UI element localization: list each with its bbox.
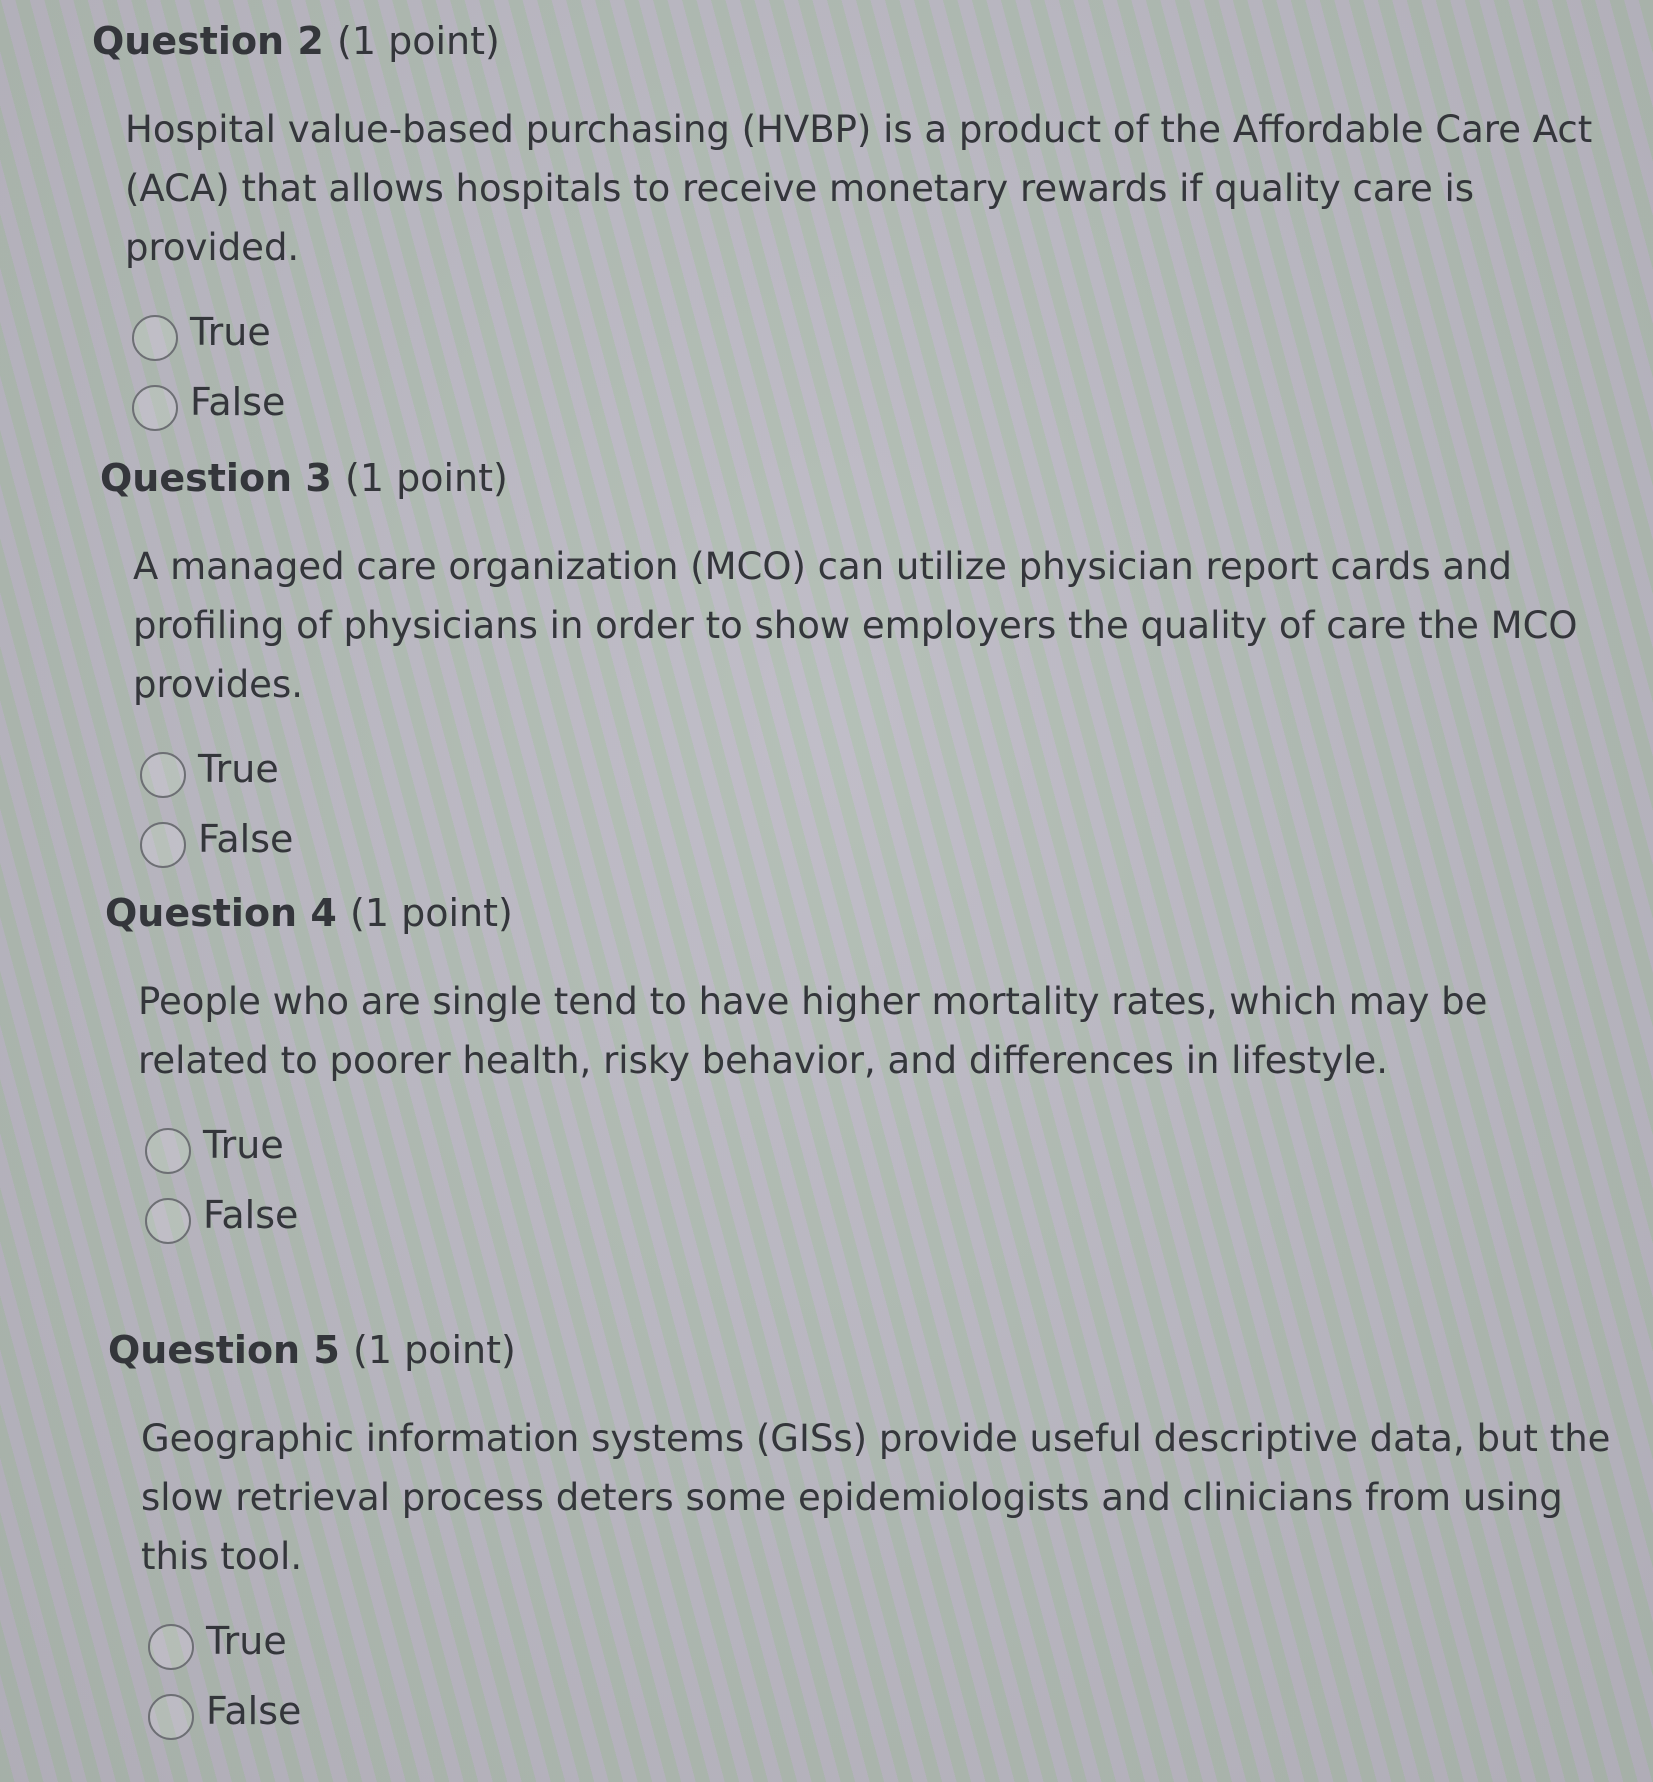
question-label: Question 3 [100,456,332,500]
option-false[interactable] [140,818,1620,872]
question-label: Question 2 [92,19,324,63]
option-true[interactable] [148,1620,1628,1674]
question-points: (1 point) [345,456,508,500]
answer-options [140,748,1620,872]
option-false[interactable] [132,381,1612,435]
question-label: Question 5 [108,1328,340,1372]
question-4 [105,890,1625,1264]
radio-button[interactable] [148,1624,194,1670]
radio-button[interactable] [145,1128,191,1174]
option-true[interactable] [140,748,1620,802]
question-3 [100,455,1620,888]
question-5 [108,1327,1628,1760]
answer-options [132,311,1612,435]
option-true[interactable] [145,1124,1625,1178]
question-title [105,890,1625,936]
question-2 [92,18,1612,451]
radio-button[interactable] [145,1198,191,1244]
option-label: True [206,1619,287,1663]
question-label: Question 4 [105,891,337,935]
question-title [100,455,1620,501]
option-label: True [198,747,279,791]
question-text: Geographic information systems (GISs) provide useful descriptive data, but the slow retrieval process deters some epidemiologists and clinicians from using this tool. [141,1417,1611,1578]
option-label: False [206,1689,302,1733]
question-points: (1 point) [337,19,500,63]
option-label: False [203,1193,299,1237]
question-title [108,1327,1628,1373]
radio-button[interactable] [140,752,186,798]
option-label: True [203,1123,284,1167]
radio-button[interactable] [132,315,178,361]
radio-button[interactable] [132,385,178,431]
option-label: False [190,380,286,424]
option-false[interactable] [145,1194,1625,1248]
question-points: (1 point) [353,1328,516,1372]
radio-button[interactable] [140,822,186,868]
question-text: Hospital value-based purchasing (HVBP) is a product of the Affordable Care Act (ACA) that allows hospitals to receive monetary rewards if quality care is provided. [125,108,1593,269]
option-label: False [198,817,294,861]
option-false[interactable] [148,1690,1628,1744]
option-label: True [190,310,271,354]
question-points: (1 point) [350,891,513,935]
answer-options [148,1620,1628,1744]
question-text: A managed care organization (MCO) can utilize physician report cards and profiling of physicians in order to show employers the quality of care the MCO provides. [133,545,1578,706]
radio-button[interactable] [148,1694,194,1740]
answer-options [145,1124,1625,1248]
question-text: People who are single tend to have higher mortality rates, which may be related to poorer health, risky behavior, and differences in lifestyle. [138,980,1488,1082]
question-title [92,18,1612,64]
option-true[interactable] [132,311,1612,365]
